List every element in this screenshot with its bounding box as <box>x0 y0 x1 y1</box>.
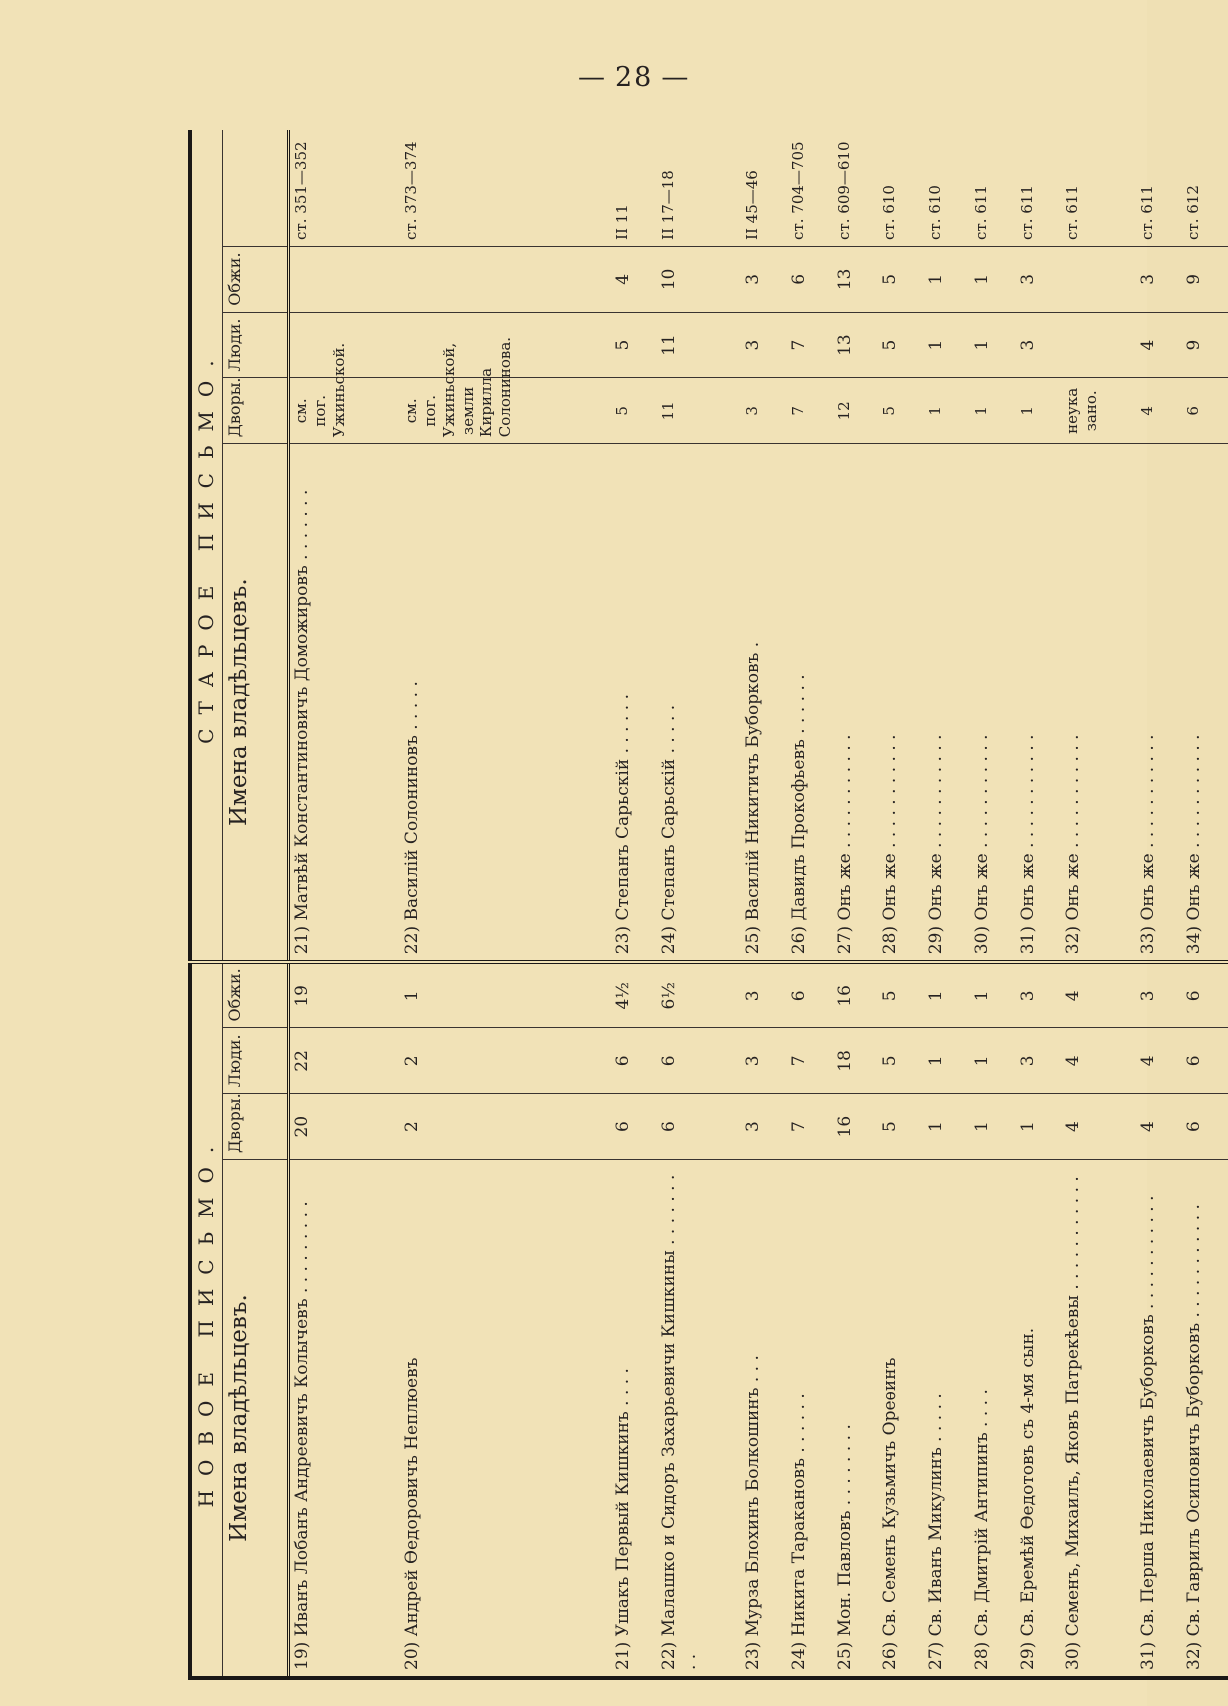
header-obzhi-new: Обжи. <box>223 962 289 1028</box>
section-new-letter: НОВОЕ ПИСЬМО. <box>190 962 223 1678</box>
table-row <box>924 130 970 1678</box>
new-owner-name: 28) Св. Дмитрій Антипинъ . . . . <box>970 1160 1016 1679</box>
old-obzhi-value: 5 <box>878 246 924 312</box>
old-owner-name: 33) Онъ же . . . . . . . . . . . <box>1136 444 1182 963</box>
table-row <box>289 130 401 1678</box>
old-dvory-value: 3 <box>741 378 787 444</box>
old-ludi-value: 1 <box>924 312 970 378</box>
new-ludi-value: 6 <box>1182 1028 1228 1094</box>
source-reference: ст. 612 <box>1182 130 1228 246</box>
old-owner-name: 32) Онъ же . . . . . . . . . . . <box>1061 444 1136 963</box>
new-obzhi-value: 19 <box>289 962 401 1028</box>
new-dvory-value: 2 <box>400 1094 611 1160</box>
new-obzhi-value: 5 <box>878 962 924 1028</box>
source-reference: ст. 609—610 <box>833 130 879 246</box>
old-obzhi-value <box>400 246 611 312</box>
table-row <box>1136 130 1182 1678</box>
header-names-new: Имена владѣльцевъ. <box>223 1160 289 1679</box>
new-owner-name: 30) Семенъ, Михаилъ, Яковъ Патрекѣевы . . . . . . . . . . . <box>1061 1160 1136 1679</box>
new-obzhi-value: 1 <box>970 962 1016 1028</box>
new-ludi-value: 1 <box>924 1028 970 1094</box>
new-obzhi-value: 3 <box>741 962 787 1028</box>
old-ludi-value: 13 <box>833 312 879 378</box>
old-owner-name: 30) Онъ же . . . . . . . . . . . <box>970 444 1016 963</box>
new-owner-name: 22) Малашко и Сидоръ Захарьевичи Кишкины . . . . . . . . . <box>657 1160 741 1679</box>
old-obzhi-value: 6 <box>787 246 833 312</box>
rotated-table-frame <box>188 130 1228 1680</box>
new-owner-name: 25) Мон. Павловъ . . . . . . . . <box>833 1160 879 1679</box>
new-dvory-value: 1 <box>924 1094 970 1160</box>
old-ludi-value: 1 <box>970 312 1016 378</box>
old-owner-name: 21) Матвѣй Константиновичъ Доможировъ . . . . . . . <box>289 444 401 963</box>
old-ludi-value: 5 <box>611 312 657 378</box>
old-dvory-value: 5 <box>611 378 657 444</box>
old-owner-name: 27) Онъ же . . . . . . . . . . . <box>833 444 879 963</box>
table-row <box>657 130 741 1678</box>
old-owner-name: 34) Онъ же . . . . . . . . . . . <box>1182 444 1228 963</box>
old-obzhi-value: 13 <box>833 246 879 312</box>
old-owner-name: 24) Степанъ Сарьскій . . . . . <box>657 444 741 963</box>
source-reference: ст. 610 <box>878 130 924 246</box>
new-obzhi-value: 1 <box>924 962 970 1028</box>
table-row <box>970 130 1016 1678</box>
old-obzhi-value: 9 <box>1182 246 1228 312</box>
new-dvory-value: 7 <box>787 1094 833 1160</box>
new-dvory-value: 4 <box>1136 1094 1182 1160</box>
old-ludi-value: 11 <box>657 312 741 378</box>
old-owner-name: 29) Онъ же . . . . . . . . . . . <box>924 444 970 963</box>
old-dvory-value: 1 <box>1016 378 1062 444</box>
header-source <box>223 130 289 246</box>
new-dvory-value: 3 <box>741 1094 787 1160</box>
new-ludi-value: 4 <box>1061 1028 1136 1094</box>
table-row <box>611 130 657 1678</box>
new-ludi-value: 1 <box>970 1028 1016 1094</box>
old-ludi-value: 3 <box>741 312 787 378</box>
old-owner-name: 28) Онъ же . . . . . . . . . . . <box>878 444 924 963</box>
source-reference: ст. 373—374 <box>400 130 611 246</box>
header-dvory-old: Дворы. <box>223 378 289 444</box>
old-dvory-value: 5 <box>878 378 924 444</box>
source-reference: ст. 611 <box>1061 130 1136 246</box>
old-obzhi-value: 3 <box>1136 246 1182 312</box>
old-dvory-value: 4 <box>1136 378 1182 444</box>
table-row <box>1182 130 1228 1678</box>
new-ludi-value: 22 <box>289 1028 401 1094</box>
new-obzhi-value: 3 <box>1136 962 1182 1028</box>
header-names-old: Имена владѣльцевъ. <box>223 444 289 963</box>
old-dvory-value: см. пог. Ужиньской. <box>289 378 401 444</box>
old-dvory-value: неука зано. <box>1061 378 1136 444</box>
new-ludi-value: 2 <box>400 1028 611 1094</box>
header-obzhi-old: Обжи. <box>223 246 289 312</box>
old-owner-name: 22) Василій Солониновъ . . . . . <box>400 444 611 963</box>
source-reference: ст. 611 <box>970 130 1016 246</box>
source-reference: II 17—18 <box>657 130 741 246</box>
old-obzhi-value <box>289 246 401 312</box>
new-dvory-value: 6 <box>657 1094 741 1160</box>
old-obzhi-value <box>1061 246 1136 312</box>
new-owner-name: 26) Св. Семенъ Кузьмичъ Ореѳинъ <box>878 1160 924 1679</box>
new-owner-name: 24) Никита Таракановъ . . . . . . <box>787 1160 833 1679</box>
new-obzhi-value: 6 <box>1182 962 1228 1028</box>
new-obzhi-value: 3 <box>1016 962 1062 1028</box>
new-dvory-value: 20 <box>289 1094 401 1160</box>
new-ludi-value: 3 <box>741 1028 787 1094</box>
new-owner-name: 19) Иванъ Лобанъ Андреевичъ Колычевъ . . . . . . . . . <box>289 1160 401 1679</box>
new-owner-name: 32) Св. Гаврилъ Осиповичъ Буборковъ . . . . . . . . . . . <box>1182 1160 1228 1679</box>
header-dvory-new: Дворы. <box>223 1094 289 1160</box>
old-obzhi-value: 3 <box>1016 246 1062 312</box>
ledger-table <box>188 130 1228 1680</box>
source-reference: ст. 611 <box>1136 130 1182 246</box>
header-ludi-old: Люди. <box>223 312 289 378</box>
new-obzhi-value: 1 <box>400 962 611 1028</box>
table-row <box>1061 130 1136 1678</box>
table-row <box>1016 130 1062 1678</box>
table-row <box>833 130 879 1678</box>
old-obzhi-value: 4 <box>611 246 657 312</box>
old-owner-name: 23) Степанъ Сарьскій . . . . . . <box>611 444 657 963</box>
new-ludi-value: 18 <box>833 1028 879 1094</box>
source-reference: ст. 610 <box>924 130 970 246</box>
old-owner-name: 25) Василій Никитичъ Буборковъ . <box>741 444 787 963</box>
new-owner-name: 21) Ушакъ Первый Кишкинъ . . . . <box>611 1160 657 1679</box>
new-owner-name: 27) Св. Иванъ Микулинъ . . . . . <box>924 1160 970 1679</box>
old-owner-name: 26) Давидъ Прокофьевъ . . . . . . <box>787 444 833 963</box>
new-obzhi-value: 4½ <box>611 962 657 1028</box>
new-ludi-value: 7 <box>787 1028 833 1094</box>
old-ludi-value: 9 <box>1182 312 1228 378</box>
header-ludi-new: Люди. <box>223 1028 289 1094</box>
source-reference: ст. 351—352 <box>289 130 401 246</box>
section-old-letter: СТАРОЕ ПИСЬМО. <box>190 130 223 962</box>
table-row <box>878 130 924 1678</box>
old-ludi-value: 4 <box>1136 312 1182 378</box>
new-dvory-value: 4 <box>1061 1094 1136 1160</box>
new-owner-name: 23) Мурза Блохинъ Болкошинъ . . . <box>741 1160 787 1679</box>
old-dvory-value: 11 <box>657 378 741 444</box>
old-dvory-value: 1 <box>970 378 1016 444</box>
source-reference: ст. 704—705 <box>787 130 833 246</box>
old-dvory-value: 12 <box>833 378 879 444</box>
new-obzhi-value: 6½ <box>657 962 741 1028</box>
old-dvory-value: см. пог. Ужиньской, земли Кирилла Солонинова. <box>400 378 611 444</box>
old-ludi-value: 7 <box>787 312 833 378</box>
new-obzhi-value: 4 <box>1061 962 1136 1028</box>
table-row <box>400 130 611 1678</box>
old-ludi-value <box>1061 312 1136 378</box>
old-ludi-value: 3 <box>1016 312 1062 378</box>
new-owner-name: 31) Св. Перша Николаевичъ Буборковъ . . . . . . . . . . . <box>1136 1160 1182 1679</box>
old-dvory-value: 7 <box>787 378 833 444</box>
new-dvory-value: 16 <box>833 1094 879 1160</box>
new-dvory-value: 5 <box>878 1094 924 1160</box>
new-obzhi-value: 6 <box>787 962 833 1028</box>
old-obzhi-value: 3 <box>741 246 787 312</box>
new-dvory-value: 6 <box>611 1094 657 1160</box>
old-dvory-value: 1 <box>924 378 970 444</box>
old-ludi-value: 5 <box>878 312 924 378</box>
new-ludi-value: 6 <box>657 1028 741 1094</box>
source-reference: II 45—46 <box>741 130 787 246</box>
table-row <box>741 130 787 1678</box>
new-obzhi-value: 16 <box>833 962 879 1028</box>
new-ludi-value: 4 <box>1136 1028 1182 1094</box>
new-owner-name: 29) Св. Еремѣй Ѳедотовъ съ 4-мя сын. <box>1016 1160 1062 1679</box>
new-owner-name: 20) Андрей Ѳедоровичъ Неплюевъ <box>400 1160 611 1679</box>
new-ludi-value: 6 <box>611 1028 657 1094</box>
new-dvory-value: 6 <box>1182 1094 1228 1160</box>
new-dvory-value: 1 <box>970 1094 1016 1160</box>
source-reference: II 11 <box>611 130 657 246</box>
old-obzhi-value: 1 <box>924 246 970 312</box>
page-number: — 28 — <box>578 62 691 93</box>
old-obzhi-value: 10 <box>657 246 741 312</box>
new-ludi-value: 3 <box>1016 1028 1062 1094</box>
rotated-table <box>188 130 1228 1680</box>
old-owner-name: 31) Онъ же . . . . . . . . . . . <box>1016 444 1062 963</box>
old-dvory-value: 6 <box>1182 378 1228 444</box>
new-ludi-value: 5 <box>878 1028 924 1094</box>
old-obzhi-value: 1 <box>970 246 1016 312</box>
source-reference: ст. 611 <box>1016 130 1062 246</box>
new-dvory-value: 1 <box>1016 1094 1062 1160</box>
table-row <box>787 130 833 1678</box>
ledger-body <box>289 130 1228 1678</box>
